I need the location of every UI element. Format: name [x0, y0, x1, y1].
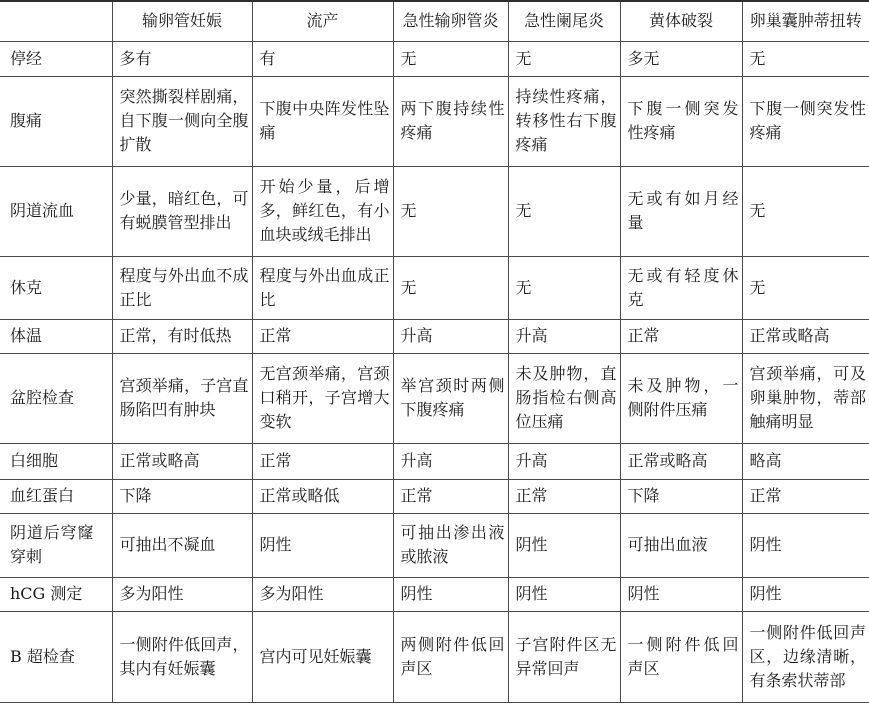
cell-corpus-luteum-rupture: 一侧附件低回声区 — [620, 611, 742, 702]
row-white-blood-cells — [0, 443, 869, 479]
cell-ovarian-cyst-torsion: 宫颈举痛，可及卵巢肿物，蒂部触痛明显 — [742, 353, 869, 443]
cell-ectopic-pregnancy: 宫颈举痛，子宫直肠陷凹有肿块 — [112, 353, 252, 443]
cell-miscarriage: 正常或略低 — [252, 479, 393, 513]
cell-acute-appendicitis: 阴性 — [508, 513, 620, 577]
cell-miscarriage: 程度与外出血成正比 — [252, 256, 393, 319]
cell-miscarriage: 开始少量，后增多，鲜红色，有小血块或绒毛排出 — [252, 166, 393, 256]
row-pelvic-exam — [0, 353, 869, 443]
row-header: 白细胞 — [0, 443, 112, 479]
cell-acute-salpingitis: 可抽出渗出液或脓液 — [393, 513, 508, 577]
cell-ovarian-cyst-torsion: 阴性 — [742, 513, 869, 577]
cell-acute-salpingitis: 举宫颈时两侧下腹疼痛 — [393, 353, 508, 443]
cell-acute-salpingitis: 无 — [393, 256, 508, 319]
row-header: 血红蛋白 — [0, 479, 112, 513]
cell-ovarian-cyst-torsion: 一侧附件低回声区，边缘清晰，有条索状蒂部 — [742, 611, 869, 702]
cell-acute-salpingitis: 升高 — [393, 443, 508, 479]
cell-miscarriage: 阴性 — [252, 513, 393, 577]
cell-corpus-luteum-rupture: 多无 — [620, 41, 742, 76]
row-header: hCG 测定 — [0, 577, 112, 611]
cell-miscarriage: 宫内可见妊娠囊 — [252, 611, 393, 702]
cell-corpus-luteum-rupture: 正常 — [620, 319, 742, 353]
cell-ovarian-cyst-torsion: 略高 — [742, 443, 869, 479]
cell-corpus-luteum-rupture: 无或有轻度休克 — [620, 256, 742, 319]
row-header: 阴道后穹窿穿刺 — [0, 513, 112, 577]
corner-cell — [0, 1, 112, 41]
cell-acute-appendicitis: 无 — [508, 41, 620, 76]
cell-acute-salpingitis: 无 — [393, 166, 508, 256]
cell-ovarian-cyst-torsion: 无 — [742, 166, 869, 256]
cell-ovarian-cyst-torsion: 无 — [742, 41, 869, 76]
cell-acute-appendicitis: 升高 — [508, 443, 620, 479]
cell-corpus-luteum-rupture: 下腹一侧突发性疼痛 — [620, 76, 742, 166]
cell-acute-salpingitis: 两下腹持续性疼痛 — [393, 76, 508, 166]
cell-ovarian-cyst-torsion: 无 — [742, 256, 869, 319]
cell-corpus-luteum-rupture: 可抽出血液 — [620, 513, 742, 577]
cell-acute-salpingitis: 正常 — [393, 479, 508, 513]
cell-ectopic-pregnancy: 多为阳性 — [112, 577, 252, 611]
column-header-acute-salpingitis: 急性输卵管炎 — [393, 1, 508, 41]
cell-acute-appendicitis: 无 — [508, 166, 620, 256]
cell-acute-appendicitis: 子宫附件区无异常回声 — [508, 611, 620, 702]
row-header: 休克 — [0, 256, 112, 319]
row-ultrasound — [0, 611, 869, 702]
cell-ovarian-cyst-torsion: 下腹一侧突发性疼痛 — [742, 76, 869, 166]
row-amenorrhea — [0, 41, 869, 76]
cell-corpus-luteum-rupture: 正常或略高 — [620, 443, 742, 479]
cell-corpus-luteum-rupture: 阴性 — [620, 577, 742, 611]
cell-ectopic-pregnancy: 正常或略高 — [112, 443, 252, 479]
cell-acute-appendicitis: 无 — [508, 256, 620, 319]
row-header: 盆腔检查 — [0, 353, 112, 443]
cell-acute-appendicitis: 正常 — [508, 479, 620, 513]
cell-ectopic-pregnancy: 多有 — [112, 41, 252, 76]
cell-acute-salpingitis: 两侧附件低回声区 — [393, 611, 508, 702]
cell-miscarriage: 多为阳性 — [252, 577, 393, 611]
row-abdominal-pain — [0, 76, 869, 166]
row-hcg-test — [0, 577, 869, 611]
cell-corpus-luteum-rupture: 下降 — [620, 479, 742, 513]
row-header: 腹痛 — [0, 76, 112, 166]
cell-ectopic-pregnancy: 程度与外出血不成正比 — [112, 256, 252, 319]
cell-miscarriage: 无宫颈举痛，宫颈口稍开，子宫增大变软 — [252, 353, 393, 443]
cell-ovarian-cyst-torsion: 阴性 — [742, 577, 869, 611]
row-header: 停经 — [0, 41, 112, 76]
cell-acute-appendicitis: 未及肿物，直肠指检右侧高位压痛 — [508, 353, 620, 443]
cell-ectopic-pregnancy: 正常，有时低热 — [112, 319, 252, 353]
cell-ectopic-pregnancy: 突然撕裂样剧痛，自下腹一侧向全腹扩散 — [112, 76, 252, 166]
cell-acute-appendicitis: 升高 — [508, 319, 620, 353]
row-culdocentesis — [0, 513, 869, 577]
row-shock — [0, 256, 869, 319]
cell-miscarriage: 正常 — [252, 443, 393, 479]
row-vaginal-bleeding — [0, 166, 869, 256]
cell-miscarriage: 下腹中央阵发性坠痛 — [252, 76, 393, 166]
row-header: 阴道流血 — [0, 166, 112, 256]
cell-ectopic-pregnancy: 一侧附件低回声，其内有妊娠囊 — [112, 611, 252, 702]
column-header-acute-appendicitis: 急性阑尾炎 — [508, 1, 620, 41]
cell-acute-salpingitis: 升高 — [393, 319, 508, 353]
row-header: 体温 — [0, 319, 112, 353]
row-header: B 超检查 — [0, 611, 112, 702]
cell-miscarriage: 正常 — [252, 319, 393, 353]
cell-corpus-luteum-rupture: 未及肿物，一侧附件压痛 — [620, 353, 742, 443]
cell-miscarriage: 有 — [252, 41, 393, 76]
column-header-corpus-luteum-rupture: 黄体破裂 — [620, 1, 742, 41]
row-hemoglobin — [0, 479, 869, 513]
cell-acute-salpingitis: 阴性 — [393, 577, 508, 611]
cell-ovarian-cyst-torsion: 正常或略高 — [742, 319, 869, 353]
cell-ovarian-cyst-torsion: 正常 — [742, 479, 869, 513]
column-header-miscarriage: 流产 — [252, 1, 393, 41]
column-header-ovarian-cyst-torsion: 卵巢囊肿蒂扭转 — [742, 1, 869, 41]
cell-acute-appendicitis: 阴性 — [508, 577, 620, 611]
cell-acute-salpingitis: 无 — [393, 41, 508, 76]
cell-corpus-luteum-rupture: 无或有如月经量 — [620, 166, 742, 256]
cell-acute-appendicitis: 持续性疼痛，转移性右下腹疼痛 — [508, 76, 620, 166]
column-header-ectopic-pregnancy: 输卵管妊娠 — [112, 1, 252, 41]
cell-ectopic-pregnancy: 下降 — [112, 479, 252, 513]
header-row — [0, 1, 869, 41]
row-body-temperature — [0, 319, 869, 353]
cell-ectopic-pregnancy: 可抽出不凝血 — [112, 513, 252, 577]
cell-ectopic-pregnancy: 少量，暗红色，可有蜕膜管型排出 — [112, 166, 252, 256]
